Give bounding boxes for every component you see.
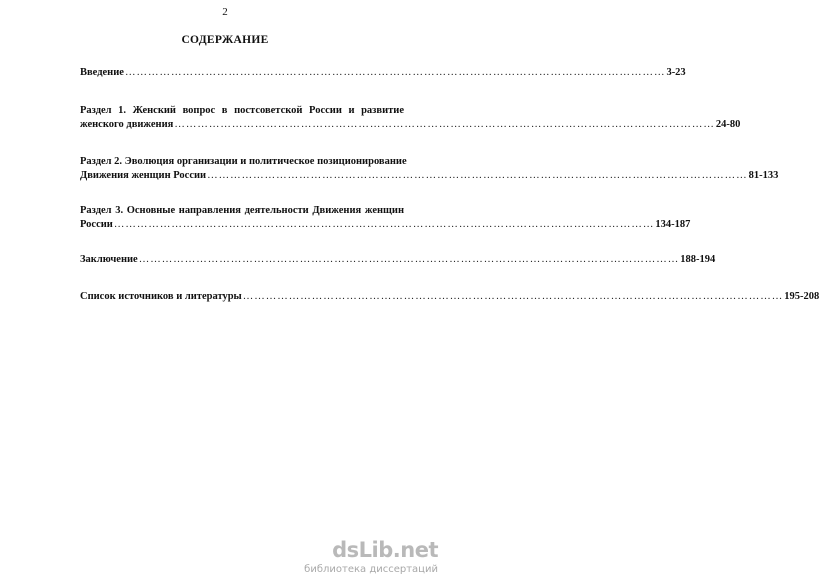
watermark [278, 538, 438, 578]
toc-entry-label: Раздел 2. Эволюция организации и политическое позиционирование [80, 156, 407, 167]
toc-page-range: 195-208 [784, 291, 819, 302]
toc-page-range: 81-133 [748, 170, 779, 181]
dot-leader: …………………………………………………………………………………………………………………………… [113, 219, 655, 230]
toc-entry-label: Список источников и литературы [80, 291, 242, 302]
toc-entry-conclusion [80, 253, 716, 267]
toc-entry-label: Раздел 3. Основные направления деятельности Движения женщин [80, 205, 404, 216]
dot-leader: …………………………………………………………………………………………………………………………… [174, 119, 715, 130]
toc-entry-label: Заключение [80, 254, 138, 265]
toc-entry-label: Раздел 1. Женский вопрос в постсоветской России и развитие [80, 105, 404, 116]
toc-page-range: 3-23 [666, 67, 686, 78]
page-title: СОДЕРЖАНИЕ [181, 34, 269, 46]
toc-entry-section-2 [80, 155, 779, 183]
watermark-subtitle: библиотека диссертаций [304, 564, 438, 575]
toc-entry-label-cont: России [80, 219, 113, 230]
dot-leader: …………………………………………………………………………………………………………………………… [242, 291, 784, 302]
dot-leader: …………………………………………………………………………………………………………………………… [124, 67, 666, 78]
toc-entry-label: Введение [80, 67, 124, 78]
toc-entry-bibliography [80, 290, 819, 304]
toc-entry-label-cont: женского движения [80, 119, 174, 130]
dot-leader: …………………………………………………………………………………………………………………………… [138, 254, 680, 265]
toc-entry-label-cont: Движения женщин России [80, 170, 207, 181]
toc-page-range: 134-187 [655, 219, 691, 230]
watermark-logo: dsLib.net [332, 538, 438, 562]
toc-entry-section-3 [80, 204, 691, 232]
page-number: 2 [222, 6, 228, 18]
dot-leader: …………………………………………………………………………………………………………………………… [207, 170, 748, 181]
toc-page-range: 188-194 [680, 254, 716, 265]
toc-page-range: 24-80 [715, 119, 741, 130]
toc-entry-section-1 [80, 104, 741, 132]
toc-entry-introduction [80, 66, 686, 80]
